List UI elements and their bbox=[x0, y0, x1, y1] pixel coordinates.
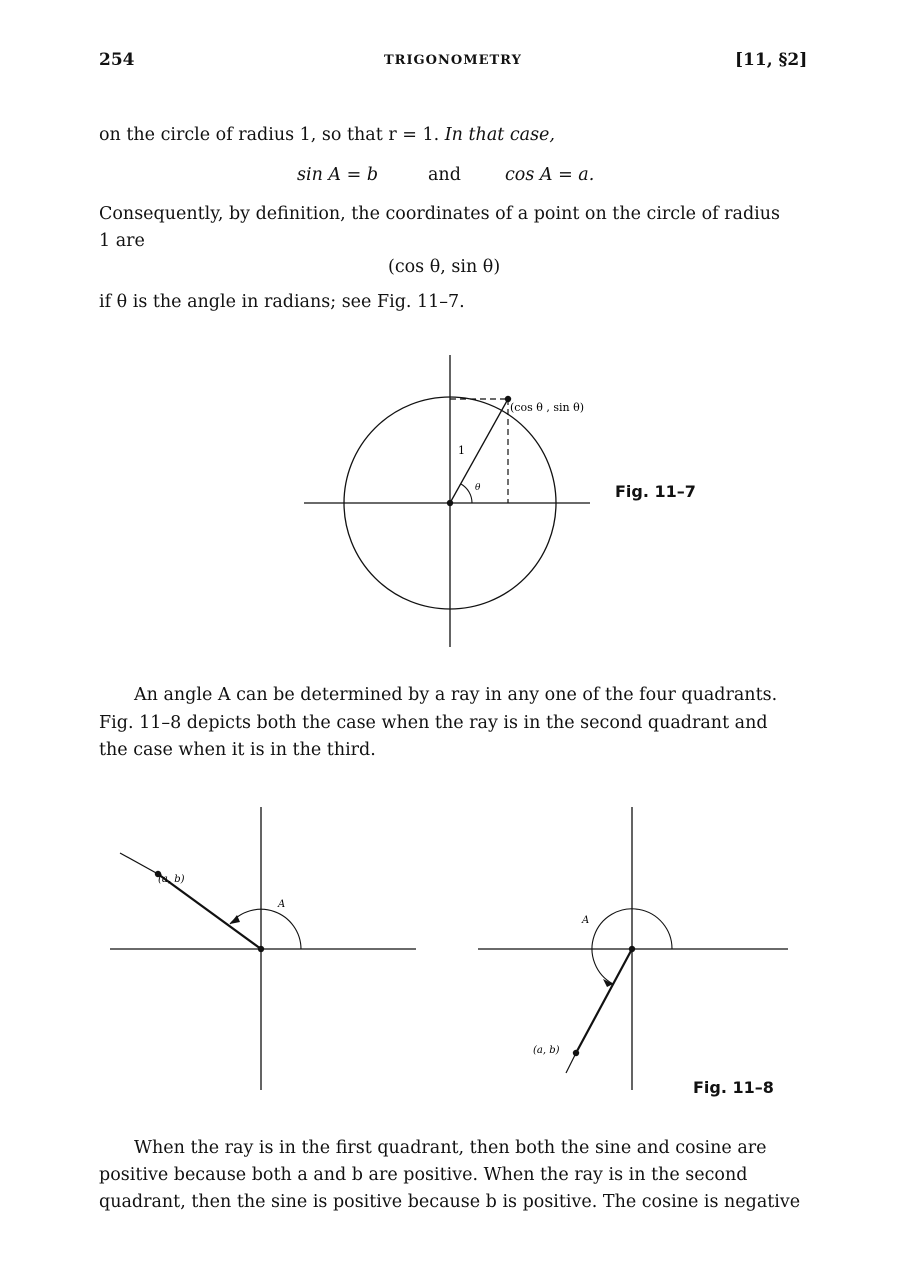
paragraph-5-line-1: When the ray is in the first quadrant, then both the sine and cosine are bbox=[134, 1138, 767, 1158]
page-number: 254 bbox=[99, 50, 135, 70]
fig2-left-diagram bbox=[110, 807, 416, 1090]
theta-arc bbox=[461, 484, 472, 503]
fig2-left-point-label: (a, b) bbox=[158, 874, 185, 885]
figure-11-8-caption: Fig. 11–8 bbox=[693, 1078, 774, 1097]
fig2-left-ray bbox=[158, 874, 261, 949]
fig2-left-origin bbox=[258, 946, 264, 952]
formula-cos: cos A = a. bbox=[505, 165, 595, 185]
fig2-right-angle-label: A bbox=[582, 915, 590, 926]
figure-11-8 bbox=[100, 795, 800, 1100]
paragraph-4-line-2: Fig. 11–8 depicts both the case when the ray is in the second quadrant and bbox=[99, 713, 768, 733]
formula-and: and bbox=[428, 165, 461, 185]
paragraph-4-line-3: the case when it is in the third. bbox=[99, 740, 376, 760]
fig2-right-origin bbox=[629, 946, 635, 952]
fig1-point-label: (cos θ , sin θ) bbox=[510, 401, 584, 414]
fig2-right-point-label: (a, b) bbox=[533, 1045, 560, 1056]
paragraph-2-line-1: Consequently, by definition, the coordinates of a point on the circle of radius bbox=[99, 204, 781, 224]
fig2-right-ray bbox=[576, 949, 632, 1053]
fig1-theta-label: θ bbox=[475, 483, 481, 493]
fig2-left-ray-extension bbox=[120, 853, 158, 874]
intro-emphasis: In that case, bbox=[444, 125, 555, 145]
running-title: TRIGONOMETRY bbox=[384, 53, 522, 68]
intro-line bbox=[99, 122, 555, 149]
formula-sin: sin A = b bbox=[297, 165, 379, 185]
fig2-right-diagram bbox=[478, 807, 788, 1090]
paragraph-5-line-2: positive because both a and b are positive. When the ray is in the second bbox=[99, 1165, 748, 1185]
fig2-left-angle-arc bbox=[230, 909, 301, 949]
origin-point bbox=[447, 500, 453, 506]
section-reference: [11, §2] bbox=[735, 50, 808, 70]
fig2-right-ray-extension bbox=[566, 1053, 576, 1073]
paragraph-5-line-3: quadrant, then the sine is positive because b is positive. The cosine is negative bbox=[99, 1192, 801, 1212]
paragraph-2-line-2: 1 are bbox=[99, 231, 145, 251]
intro-text: on the circle of radius 1, so that r = 1. bbox=[99, 125, 440, 145]
paragraph-4-line-1: An angle A can be determined by a ray in any one of the four quadrants. bbox=[134, 685, 778, 705]
fig2-left-angle-label: A bbox=[278, 899, 286, 910]
formula-coordinates: (cos θ, sin θ) bbox=[388, 257, 501, 277]
paragraph-3: if θ is the angle in radians; see Fig. 11–7. bbox=[99, 292, 465, 312]
fig1-radius-label: 1 bbox=[458, 444, 465, 457]
figure-11-7-caption: Fig. 11–7 bbox=[615, 482, 696, 501]
fig2-right-point bbox=[573, 1050, 579, 1056]
